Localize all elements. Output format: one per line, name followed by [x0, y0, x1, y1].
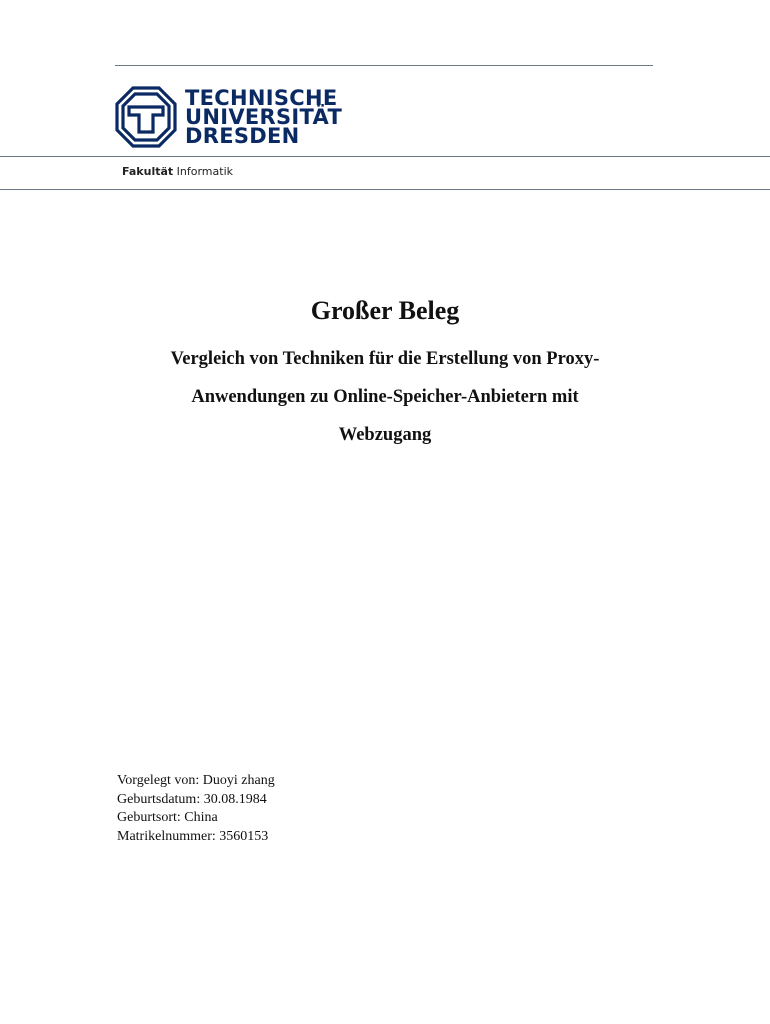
- faculty-line: [122, 165, 233, 178]
- university-logo: [115, 86, 342, 148]
- detail-matriculation-number: Matrikelnummer: 3560153: [117, 828, 269, 844]
- logo-line-2: UNIVERSITÄT: [185, 104, 343, 129]
- author-details: [117, 772, 275, 846]
- detail-submitted-by: Vorgelegt von: Duoyi zhang: [117, 773, 275, 788]
- logo-wordmark: [185, 85, 343, 148]
- faculty-band: [0, 156, 770, 190]
- logo-line-3: DRESDEN: [185, 123, 300, 148]
- subtitle-line: Anwendungen zu Online-Speicher-Anbietern mit: [191, 387, 579, 407]
- logo-line-1: TECHNISCHE: [185, 85, 338, 110]
- faculty-label: Fakultät: [122, 165, 174, 178]
- top-rule: [115, 65, 653, 66]
- detail-birth-date: Geburtsdatum: 30.08.1984: [117, 791, 267, 807]
- subtitle-line: Webzugang: [338, 425, 432, 445]
- faculty-name: Informatik: [176, 165, 233, 178]
- subtitle-line: Vergleich von Techniken für die Erstellung von Proxy-: [170, 349, 600, 369]
- document-title: Großer Beleg: [310, 296, 460, 325]
- document-subtitle: [0, 340, 770, 454]
- detail-birth-place: Geburtsort: China: [117, 810, 218, 825]
- tu-dresden-emblem-icon: [115, 86, 177, 148]
